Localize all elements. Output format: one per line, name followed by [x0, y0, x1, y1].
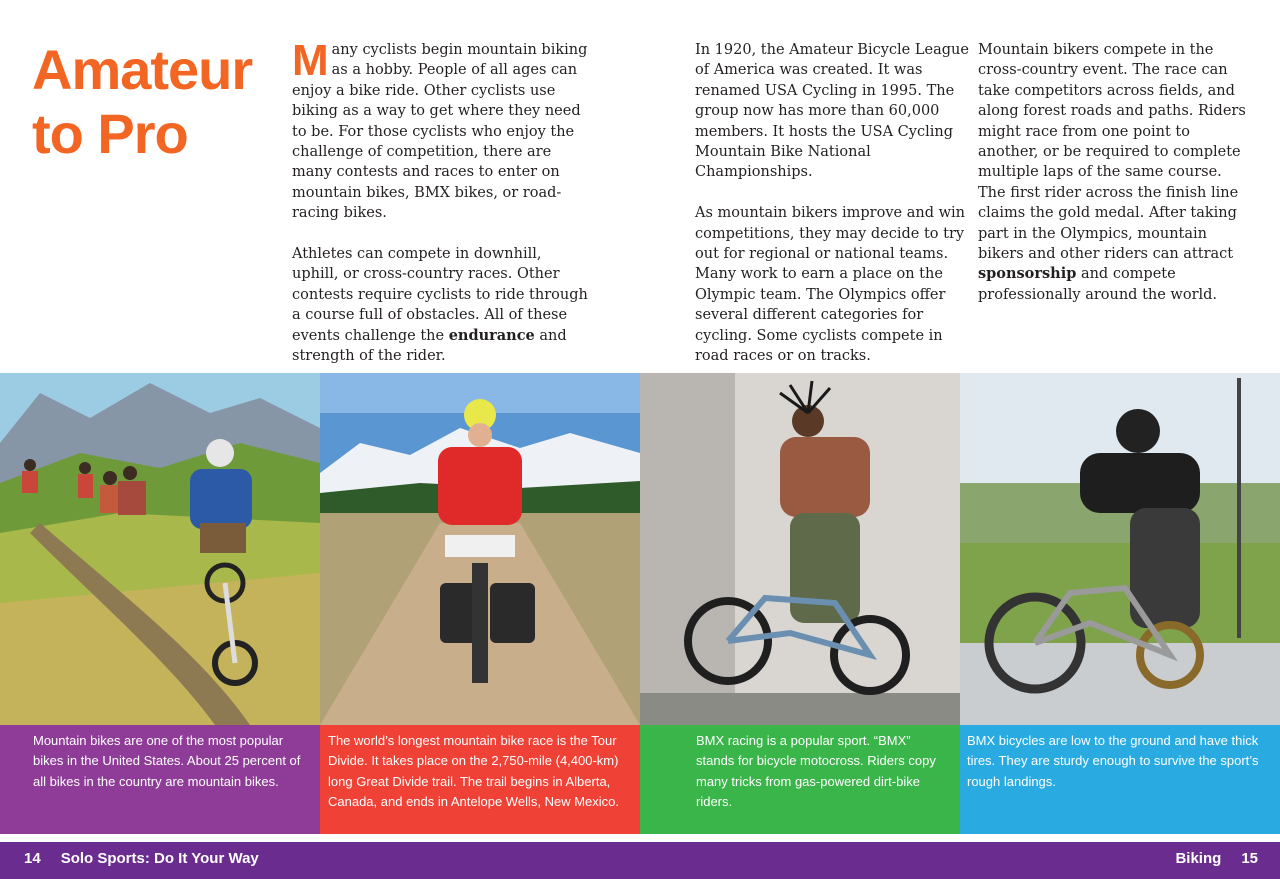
caption-mountain-bikes: Mountain bikes are one of the most popular bikes in the United States. About 25 percent of all bikes in the country are mountain bikes.: [0, 725, 320, 834]
text-column-1: [292, 36, 592, 387]
page-footer: [0, 842, 1280, 879]
title-line-2: to Pro: [32, 102, 188, 165]
paragraph-5: [978, 40, 1248, 305]
paragraph-2-text-a: Athletes can compete in downhill, uphill, or cross-country races. Other contests require cyclists to ride through a course full of obstacles. All of these events challenge the: [292, 246, 588, 344]
paragraph-1: [292, 36, 592, 224]
chapter-title: Biking: [1175, 850, 1222, 867]
page-number-left: 14: [24, 850, 41, 867]
page-title: [32, 38, 252, 166]
paragraph-1-text: any cyclists begin mountain biking as a hobby. People of all ages can enjoy a bike ride. Other cyclists use biking as a way to get where they need to be. For those cyclists who enjoy the challenge of competition, there are many contests and races to enter on mountain bikes, BMX bikes, or road-racing bikes.: [292, 42, 588, 222]
title-line-1: Amateur: [32, 38, 253, 101]
photo-mountain-bikers: [0, 373, 320, 725]
caption-bmx-bicycles: BMX bicycles are low to the ground and have thick tires. They are sturdy enough to survive the sport’s rough landings.: [960, 725, 1280, 834]
paragraph-5-text-b: and compete professionally around the world.: [978, 266, 1218, 303]
photo-bmx-rider: [640, 373, 960, 725]
footer-right: [1175, 850, 1258, 867]
glossary-term-sponsorship: sponsorship: [978, 265, 1077, 283]
caption-bmx-racing: BMX racing is a popular sport. “BMX” stands for bicycle motocross. Riders copy many tricks from gas-powered dirt-bike riders.: [640, 725, 960, 834]
text-column-3: [978, 40, 1248, 326]
text-column-2: [695, 40, 970, 387]
paragraph-2: [292, 244, 592, 366]
paragraph-4: As mountain bikers improve and win competitions, they may decide to try out for regional or national teams. Many work to earn a place on the Olympic team. The Olympics offer several different categories for cycling. Some cyclists compete in road races or on tracks.: [695, 205, 965, 365]
book-title: Solo Sports: Do It Your Way: [60, 850, 259, 867]
drop-cap: M: [292, 36, 329, 85]
glossary-term-endurance: endurance: [448, 326, 535, 344]
paragraph-5-text-a: Mountain bikers compete in the cross-country event. The race can take competitors across fields, and along forest roads and paths. Riders might race from one point to another, or be required to complete multiple laps of the same course. The first rider across the finish line claims the gold medal. After taking part in the Olympics, mountain bikers and other riders can attract: [978, 42, 1246, 263]
footer-divider: [0, 834, 1280, 842]
footer-left: [24, 850, 259, 867]
paragraph-3: In 1920, the Amateur Bicycle League of America was created. It was renamed USA Cycling in 1995. The group now has more than 60,000 members. It hosts the USA Cycling Mountain Bike National Championships.: [695, 42, 969, 181]
caption-tour-divide: The world’s longest mountain bike race is the Tour Divide. It takes place on the 2,750-mile (4,400-km) long Great Divide trail. The trail begins in Alberta, Canada, and ends in Antelope Wells, New Mexico.: [320, 725, 640, 834]
paragraph-2-text-b: and strength of the rider.: [292, 327, 567, 365]
page-number-right: 15: [1241, 850, 1258, 867]
photo-bmx-park: [960, 373, 1280, 725]
photo-touring-cyclist: [320, 373, 640, 725]
